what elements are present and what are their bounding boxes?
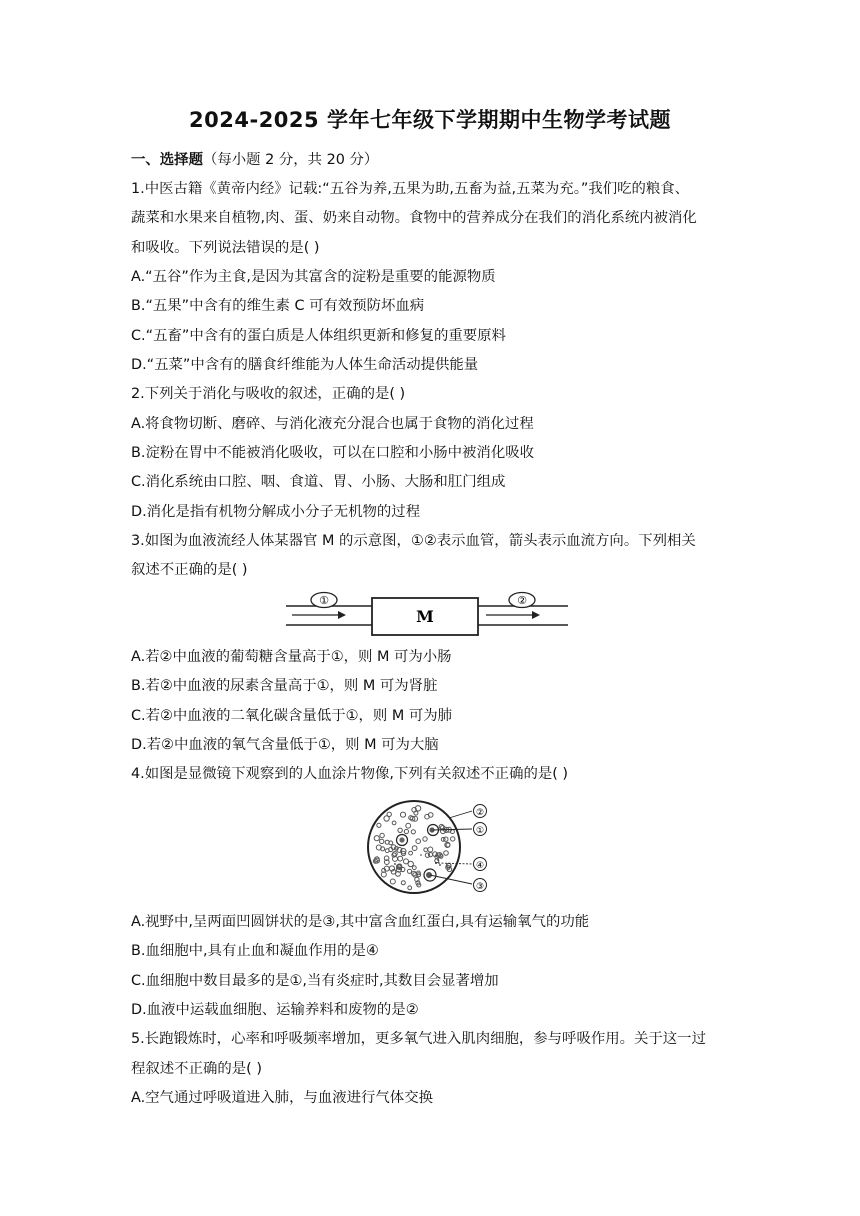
callout-label: ④ bbox=[475, 861, 485, 871]
option-line: D.若②中血液的氧气含量低于①，则 M 可为大脑 bbox=[131, 737, 439, 753]
option-line: B.“五果”中含有的维生素 C 可有效预防坏血病 bbox=[131, 298, 425, 314]
option-line: C.消化系统由口腔、咽、食道、胃、小肠、大肠和肛门组成 bbox=[131, 474, 506, 490]
option-line: D.血液中运载血细胞、运输养料和废物的是② bbox=[131, 1002, 419, 1018]
callout-label: ③ bbox=[475, 882, 485, 892]
question-line: 5.长跑锻炼时，心率和呼吸频率增加，更多氧气进入肌肉细胞，参与呼吸作用。关于这一过 bbox=[131, 1031, 706, 1047]
blood-smear-figure bbox=[366, 797, 498, 899]
question-line: 和吸收。下列说法错误的是( ) bbox=[131, 240, 320, 256]
question-line: 4.如图是显微镜下观察到的人血涂片物像,下列有关叙述不正确的是( ) bbox=[131, 766, 569, 782]
organ-m-diagram bbox=[284, 591, 570, 637]
option-line: A.将食物切断、磨碎、与消化液充分混合也属于食物的消化过程 bbox=[131, 416, 534, 432]
option-line: D.消化是指有机物分解成小分子无机物的过程 bbox=[131, 504, 421, 520]
section-heading-note: （每小题 2 分，共 20 分） bbox=[202, 152, 379, 168]
section-heading bbox=[131, 150, 378, 170]
option-line: A.空气通过呼吸道进入肺，与血液进行气体交换 bbox=[131, 1090, 433, 1106]
white-blood-cell bbox=[397, 835, 408, 846]
flow-arrowhead-out bbox=[532, 611, 540, 619]
flow-arrowhead-in bbox=[338, 611, 346, 619]
question-line: 1.中医古籍《黄帝内经》记载:“五谷为养,五果为助,五畜为益,五菜为充。”我们吃的粮食、 bbox=[131, 181, 690, 197]
question-line: 程叙述不正确的是( ) bbox=[131, 1061, 262, 1077]
question-line: 叙述不正确的是( ) bbox=[131, 562, 248, 578]
vessel-1-label: ① bbox=[319, 594, 329, 607]
option-line: C.“五畜”中含有的蛋白质是人体组织更新和修复的重要原料 bbox=[131, 328, 506, 344]
question-line: 蔬菜和水果来自植物,肉、蛋、奶来自动物。食物中的营养成分在我们的消化系统内被消化 bbox=[131, 210, 697, 226]
option-line: A.视野中,呈两面凹圆饼状的是③,其中富含血红蛋白,具有运输氧气的功能 bbox=[131, 914, 590, 930]
option-line: A.“五谷”作为主食,是因为其富含的淀粉是重要的能源物质 bbox=[131, 269, 496, 285]
section-heading-label: 一、选择题 bbox=[131, 152, 203, 168]
vessel-2-label: ② bbox=[517, 594, 527, 607]
question-line: 3.如图为血液流经人体某器官 M 的示意图，①②表示血管，箭头表示血流方向。下列相关 bbox=[131, 533, 696, 549]
option-line: B.若②中血液的尿素含量高于①，则 M 可为肾脏 bbox=[131, 678, 438, 694]
callout-label: ① bbox=[475, 826, 485, 836]
option-line: C.血细胞中数目最多的是①,当有炎症时,其数目会显著增加 bbox=[131, 973, 499, 989]
option-line: A.若②中血液的葡萄糖含量高于①，则 M 可为小肠 bbox=[131, 649, 452, 665]
exam-title: 2024-2025 学年七年级下学期期中生物学考试题 bbox=[189, 108, 671, 132]
callout-label: ② bbox=[475, 808, 485, 818]
option-line: D.“五菜”中含有的膳食纤维能为人体生命活动提供能量 bbox=[131, 357, 479, 373]
question-line: 2.下列关于消化与吸收的叙述，正确的是( ) bbox=[131, 386, 406, 402]
pointer-line bbox=[449, 811, 472, 818]
organ-m-label: M bbox=[416, 607, 434, 626]
option-line: B.淀粉在胃中不能被消化吸收，可以在口腔和小肠中被消化吸收 bbox=[131, 445, 534, 461]
option-line: C.若②中血液的二氧化碳含量低于①，则 M 可为肺 bbox=[131, 708, 453, 724]
option-line: B.血细胞中,具有止血和凝血作用的是④ bbox=[131, 943, 379, 959]
